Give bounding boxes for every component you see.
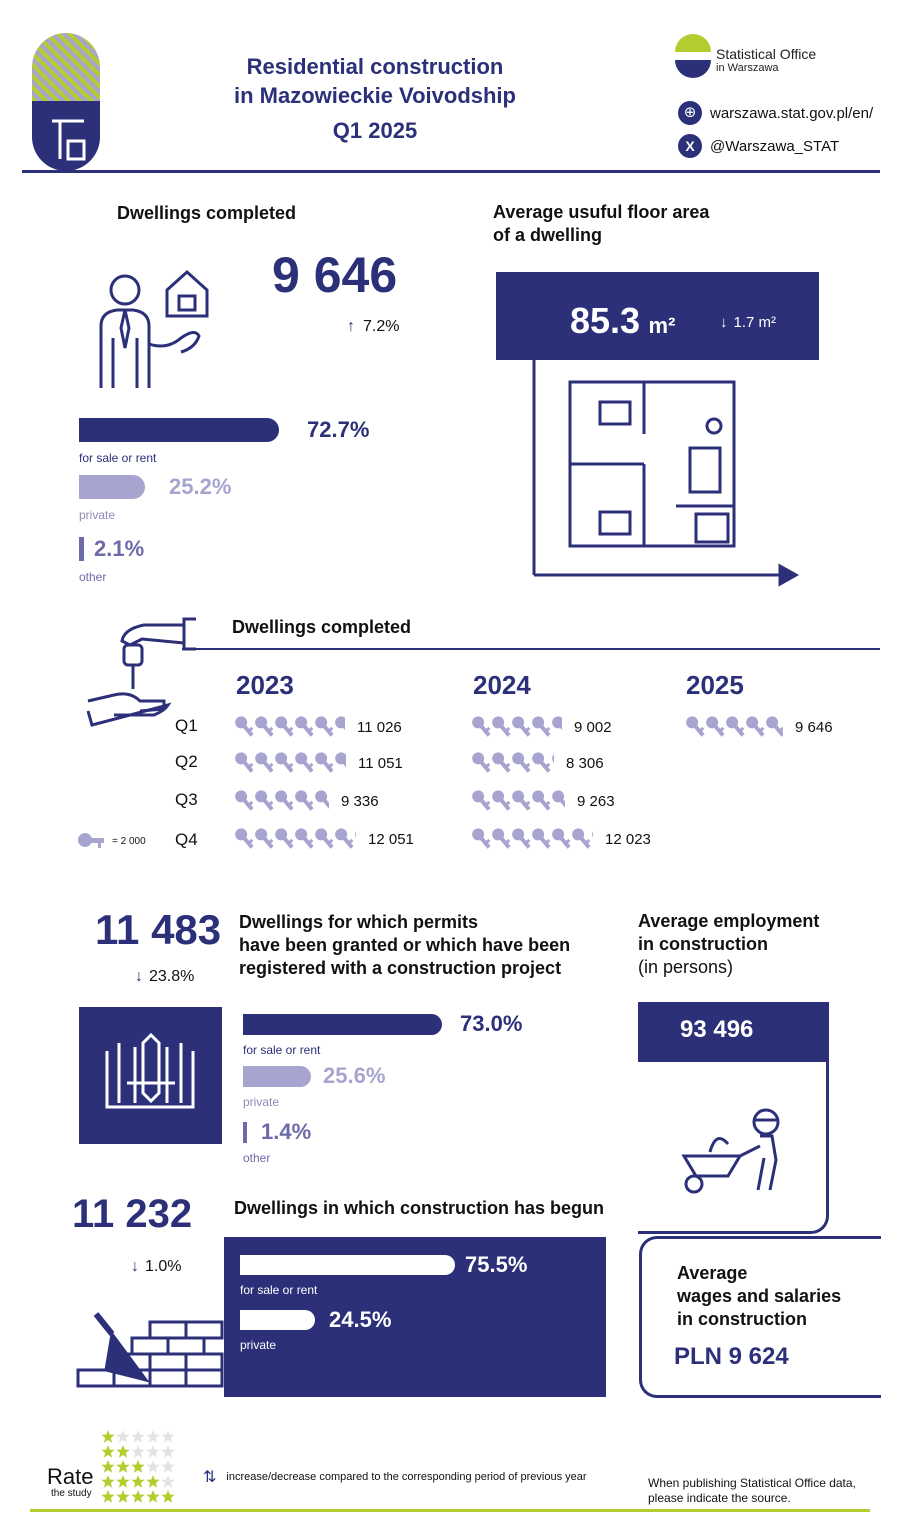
key-icon	[254, 826, 276, 852]
key-row-value: 12 023	[605, 830, 651, 848]
key-icon	[471, 714, 493, 740]
pct-other: 1.4%	[261, 1119, 312, 1144]
floor-plan-icon	[520, 310, 800, 595]
bar-private	[240, 1310, 315, 1330]
label-private: private	[79, 508, 116, 522]
quarter-q4: Q4	[175, 830, 198, 849]
key-row-2024-q2	[471, 750, 604, 776]
label-other: other	[243, 1151, 271, 1165]
begun-value: 11 232	[72, 1192, 193, 1236]
brick-trowel-icon	[76, 1310, 226, 1405]
permits-value: 11 483	[95, 906, 222, 953]
key-icon	[491, 826, 513, 852]
footer-divider	[30, 1509, 870, 1512]
globe-icon: ⊕	[678, 101, 702, 125]
key-row-2024-q1	[471, 714, 612, 740]
breakdown-row	[243, 1011, 563, 1037]
key-icon	[531, 826, 553, 852]
completed-breakdown	[79, 417, 379, 584]
key-icon	[471, 826, 493, 852]
key-row-2025-q1	[685, 714, 833, 740]
key-icon	[314, 750, 336, 776]
key-icon	[234, 750, 256, 776]
arrow-down-icon: ↓	[135, 968, 143, 985]
blueprint-box	[79, 1007, 222, 1144]
pct-other: 2.1%	[94, 536, 145, 561]
key-row-value: 11 051	[358, 754, 403, 772]
key-icon	[294, 750, 316, 776]
year-2025: 2025	[686, 670, 744, 700]
key-icon	[294, 826, 316, 852]
pct-private: 25.6%	[323, 1063, 386, 1088]
key-icon	[531, 788, 553, 814]
label-private: private	[240, 1338, 277, 1352]
key-icon	[705, 714, 727, 740]
key-icon	[78, 832, 106, 850]
key-icon	[314, 714, 336, 740]
quarterly-divider	[182, 648, 880, 650]
key-icon	[491, 750, 513, 776]
key-icon	[334, 826, 356, 852]
blueprint-icon	[79, 1007, 222, 1144]
key-icon	[491, 788, 513, 814]
key-icon-partial	[551, 750, 554, 776]
footer-legend: ⇅ increase/decrease compared to the corresponding period of previous year	[203, 1469, 587, 1486]
key-icon	[511, 826, 533, 852]
pct-sale-rent: 72.7%	[307, 417, 370, 442]
businessman-icon	[95, 268, 215, 395]
label-sale-rent: for sale or rent	[240, 1283, 318, 1297]
worker-wheelbarrow-icon	[680, 1100, 790, 1201]
key-legend: = 2 000	[78, 832, 146, 850]
key-icon	[234, 826, 256, 852]
completed-heading: Dwellings completed	[117, 203, 297, 223]
x-logo-icon: X	[678, 134, 702, 158]
key-icon-partial	[551, 788, 565, 814]
bar-other	[243, 1122, 247, 1143]
key-icon	[254, 788, 276, 814]
key-icon	[491, 714, 513, 740]
source-note: When publishing Statistical Office data, please indicate the source.	[648, 1476, 856, 1505]
breakdown-row	[79, 417, 379, 443]
key-icon	[531, 750, 553, 776]
office-logo-icon	[675, 34, 711, 89]
key-row-value: 9 336	[341, 792, 379, 810]
key-row-value: 9 263	[577, 792, 615, 810]
quarter-q2: Q2	[175, 752, 198, 771]
bar-other	[79, 537, 84, 561]
key-icon-partial	[591, 826, 593, 852]
breakdown-row	[240, 1307, 580, 1333]
label-sale-rent: for sale or rent	[79, 451, 157, 465]
key-icon	[511, 714, 533, 740]
rate-study-link[interactable]: Rate the study	[47, 1464, 94, 1499]
begun-change: ↓ 1.0%	[131, 1258, 182, 1275]
key-icon-partial	[551, 714, 562, 740]
rate-stars-icon[interactable]	[100, 1429, 178, 1512]
pct-private: 25.2%	[169, 474, 232, 499]
year-2024: 2024	[473, 670, 531, 700]
key-row-2023-q3	[234, 788, 379, 814]
arrow-down-icon: ↓	[720, 314, 728, 331]
label-private: private	[243, 1095, 280, 1109]
breakdown-row	[240, 1252, 580, 1278]
key-icon	[571, 826, 593, 852]
key-row-value: 11 026	[357, 718, 402, 736]
key-row-2024-q3	[471, 788, 615, 814]
key-row-value: 8 306	[566, 754, 604, 772]
header-divider	[22, 170, 880, 173]
quarterly-heading: Dwellings completed	[232, 617, 412, 637]
page-title: Residential construction in Mazowieckie Voivodship Q1 2025	[234, 54, 516, 143]
key-icon	[314, 826, 336, 852]
pct-sale-rent: 73.0%	[460, 1011, 523, 1036]
year-2023: 2023	[236, 670, 294, 700]
key-icon	[551, 826, 573, 852]
arrow-down-icon: ↓	[131, 1258, 139, 1275]
key-icon-partial	[334, 714, 345, 740]
key-icon	[254, 714, 276, 740]
completed-value: 9 646	[272, 247, 398, 303]
key-row-value: 9 646	[795, 718, 833, 736]
quarter-q3: Q3	[175, 790, 198, 809]
twitter-link[interactable]: X @Warszawa_STAT	[678, 134, 839, 158]
bar-sale-rent	[240, 1255, 455, 1275]
floor-area-value: 85.3 m²	[570, 300, 676, 341]
website-link[interactable]: ⊕ warszawa.stat.gov.pl/en/	[678, 101, 873, 125]
key-icon	[511, 750, 533, 776]
permits-change: ↓ 23.8%	[135, 968, 195, 985]
key-row-2023-q2	[234, 750, 403, 776]
key-icon	[254, 750, 276, 776]
begun-breakdown	[240, 1252, 580, 1352]
key-row-value: 9 002	[574, 718, 612, 736]
bar-private	[243, 1066, 311, 1087]
permits-breakdown	[243, 1011, 563, 1165]
header-logo	[32, 33, 100, 171]
key-icon-partial	[314, 788, 329, 814]
completed-change: ↑ 7.2%	[347, 318, 400, 335]
permits-heading: Dwellings for which permits have been granted or which have been registered with a construction project	[239, 912, 571, 978]
breakdown-row	[243, 1119, 563, 1145]
label-other: other	[79, 570, 107, 584]
key-icon	[471, 750, 493, 776]
breakdown-row	[243, 1063, 563, 1089]
pct-sale-rent: 75.5%	[465, 1252, 528, 1277]
key-icon	[511, 788, 533, 814]
office-name: Statistical Office in Warszawa	[716, 46, 817, 74]
key-icon	[234, 714, 256, 740]
key-icon	[294, 788, 316, 814]
key-icon	[471, 788, 493, 814]
wages-value: PLN 9 624	[674, 1343, 789, 1370]
bar-sale-rent	[79, 418, 279, 442]
floor-area-heading: Average usuful floor area of a dwelling	[493, 202, 710, 245]
arrow-up-down-icon: ⇅	[203, 1469, 217, 1486]
floor-area-change: ↓ 1.7 m²	[720, 314, 777, 331]
key-icon-partial	[354, 826, 356, 852]
key-icon	[274, 788, 296, 814]
bar-sale-rent	[243, 1014, 442, 1035]
key-icon	[725, 714, 747, 740]
breakdown-row	[79, 474, 379, 500]
key-icon	[745, 714, 767, 740]
key-icon	[274, 714, 296, 740]
key-row-2023-q1	[234, 714, 402, 740]
key-icon	[685, 714, 707, 740]
key-icon	[234, 788, 256, 814]
begun-heading: Dwellings in which construction has begun	[234, 1198, 605, 1218]
quarter-q1: Q1	[175, 716, 198, 735]
label-sale-rent: for sale or rent	[243, 1043, 321, 1057]
arrow-up-icon: ↑	[347, 318, 355, 335]
bar-private	[79, 475, 145, 499]
key-icon	[274, 750, 296, 776]
key-icon-partial	[765, 714, 783, 740]
key-icon	[531, 714, 553, 740]
key-row-2023-q4	[234, 826, 414, 852]
key-icon	[294, 714, 316, 740]
key-row-2024-q4	[471, 826, 651, 852]
key-icon-partial	[334, 750, 346, 776]
key-row-value: 12 051	[368, 830, 414, 848]
wages-heading: Average wages and salaries in construction	[677, 1263, 842, 1329]
employment-value: 93 496	[680, 1016, 754, 1043]
breakdown-row	[79, 536, 379, 562]
pct-private: 24.5%	[329, 1307, 392, 1332]
key-icon	[274, 826, 296, 852]
employment-heading: Average employment in construction (in persons)	[638, 911, 820, 977]
